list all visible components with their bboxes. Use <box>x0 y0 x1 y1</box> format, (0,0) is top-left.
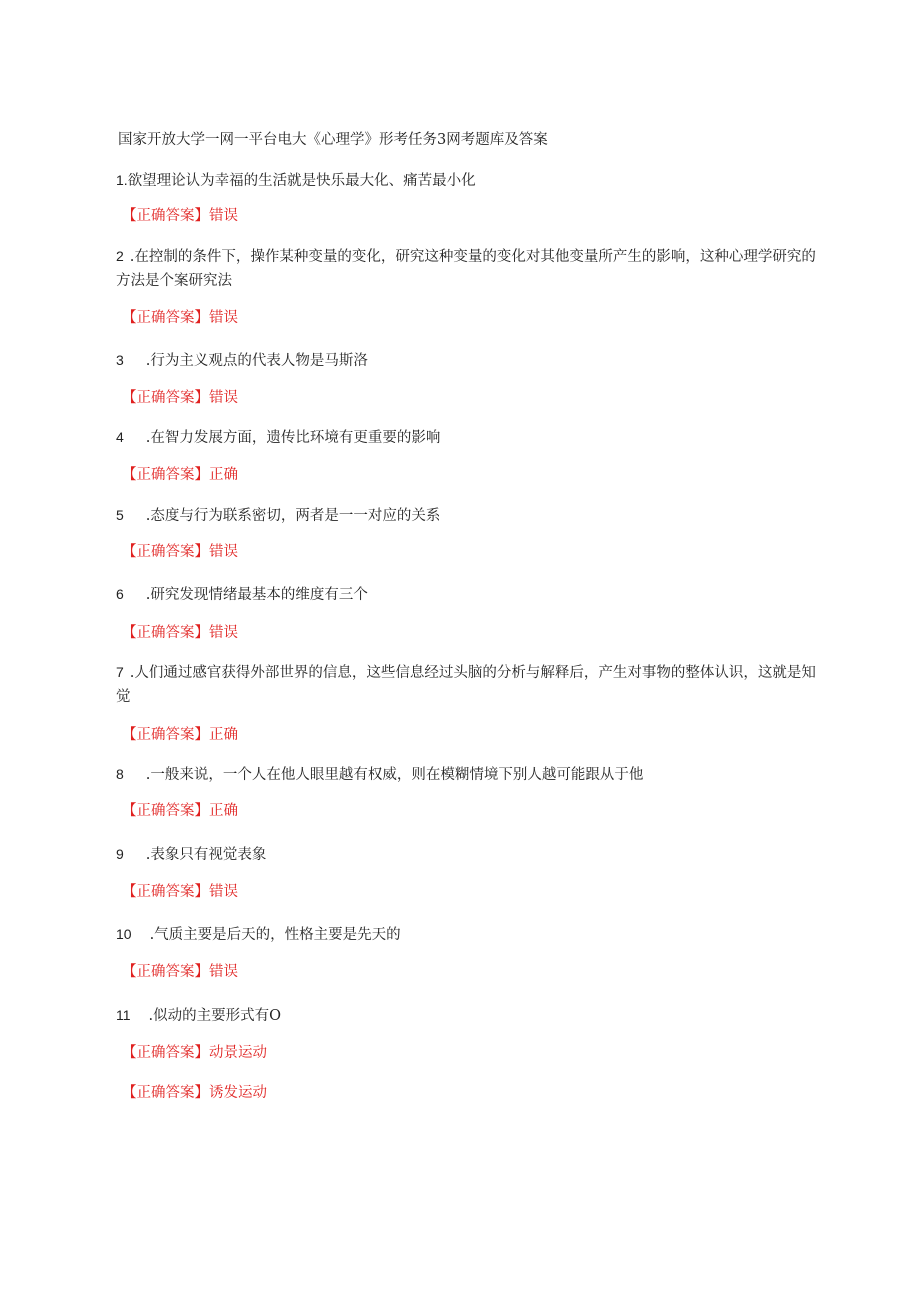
answer-label: 【正确答案】 <box>122 625 209 641</box>
answer-line <box>122 882 238 902</box>
question-number: 6 <box>116 586 124 602</box>
answer-value: 错误 <box>209 310 238 326</box>
answer-line <box>122 465 238 485</box>
answer-value: 正确 <box>209 467 238 483</box>
answer-value: 诱发运动 <box>209 1085 267 1101</box>
question-number: 9 <box>116 846 124 862</box>
question-number: 11 <box>116 1007 131 1023</box>
question-text: .人们通过感官获得外部世界的信息，这些信息经过头脑的分析与解释后，产生对事物的整体认识，这就是知觉 <box>116 665 816 705</box>
question-number: 8 <box>116 766 124 782</box>
question-item <box>116 1003 828 1028</box>
answer-line <box>122 623 238 643</box>
answer-label: 【正确答案】 <box>122 1085 209 1101</box>
question-text: .似动的主要形式有O <box>148 1008 282 1024</box>
question-number: 10 <box>116 926 132 942</box>
question-number: 1. <box>116 172 128 188</box>
question-text: .研究发现情绪最基本的维度有三个 <box>145 587 368 603</box>
answer-value: 错误 <box>209 625 238 641</box>
answer-label: 【正确答案】 <box>122 803 209 819</box>
question-item <box>116 922 828 947</box>
answer-line <box>122 1043 267 1063</box>
answer-label: 【正确答案】 <box>122 964 209 980</box>
question-number: 3 <box>116 352 124 368</box>
answer-value: 错误 <box>209 390 238 406</box>
answer-value: 正确 <box>209 803 238 819</box>
answer-label: 【正确答案】 <box>122 884 209 900</box>
answer-line <box>122 801 238 821</box>
answer-label: 【正确答案】 <box>122 727 209 743</box>
question-item <box>116 582 828 607</box>
answer-label: 【正确答案】 <box>122 467 209 483</box>
answer-label: 【正确答案】 <box>122 310 209 326</box>
answer-line <box>122 542 238 562</box>
answer-line <box>122 1083 267 1103</box>
answer-label: 【正确答案】 <box>122 1045 209 1061</box>
question-text: .表象只有视觉表象 <box>145 847 267 863</box>
question-item <box>116 348 828 373</box>
question-text: 欲望理论认为幸福的生活就是快乐最大化、痛苦最小化 <box>127 173 476 189</box>
answer-line <box>122 725 238 745</box>
question-text: .一般来说，一个人在他人眼里越有权威，则在模糊情境下别人越可能跟从于他 <box>145 767 644 783</box>
question-number: 5 <box>116 507 124 523</box>
answer-value: 错误 <box>209 208 238 224</box>
question-item <box>116 168 828 193</box>
question-number: 2 <box>116 248 124 264</box>
question-text: .在智力发展方面，遗传比环境有更重要的影响 <box>145 430 441 446</box>
answer-line <box>122 308 238 328</box>
question-number: 4 <box>116 429 124 445</box>
question-text: .气质主要是后天的，性格主要是先天的 <box>149 927 401 943</box>
question-item <box>116 762 828 787</box>
answer-value: 错误 <box>209 544 238 560</box>
answer-value: 错误 <box>209 884 238 900</box>
question-item <box>116 842 828 867</box>
question-text: .在控制的条件下，操作某种变量的变化，研究这种变量的变化对其他变量所产生的影响，这种心理学研究的方法是个案研究法 <box>116 249 816 289</box>
question-item <box>116 425 828 450</box>
answer-value: 错误 <box>209 964 238 980</box>
document-title: 国家开放大学一网一平台电大《心理学》形考任务3网考题库及答案 <box>118 132 548 148</box>
answer-label: 【正确答案】 <box>122 390 209 406</box>
answer-value: 动景运动 <box>209 1045 267 1061</box>
answer-value: 正确 <box>209 727 238 743</box>
answer-line <box>122 388 238 408</box>
answer-line <box>122 962 238 982</box>
answer-line <box>122 206 238 226</box>
question-item <box>116 660 828 709</box>
question-item <box>116 503 828 528</box>
question-text: .态度与行为联系密切，两者是一一对应的关系 <box>145 508 441 524</box>
question-number: 7 <box>116 664 124 680</box>
answer-label: 【正确答案】 <box>122 208 209 224</box>
question-text: .行为主义观点的代表人物是马斯洛 <box>145 353 368 369</box>
question-item <box>116 244 828 293</box>
answer-label: 【正确答案】 <box>122 544 209 560</box>
